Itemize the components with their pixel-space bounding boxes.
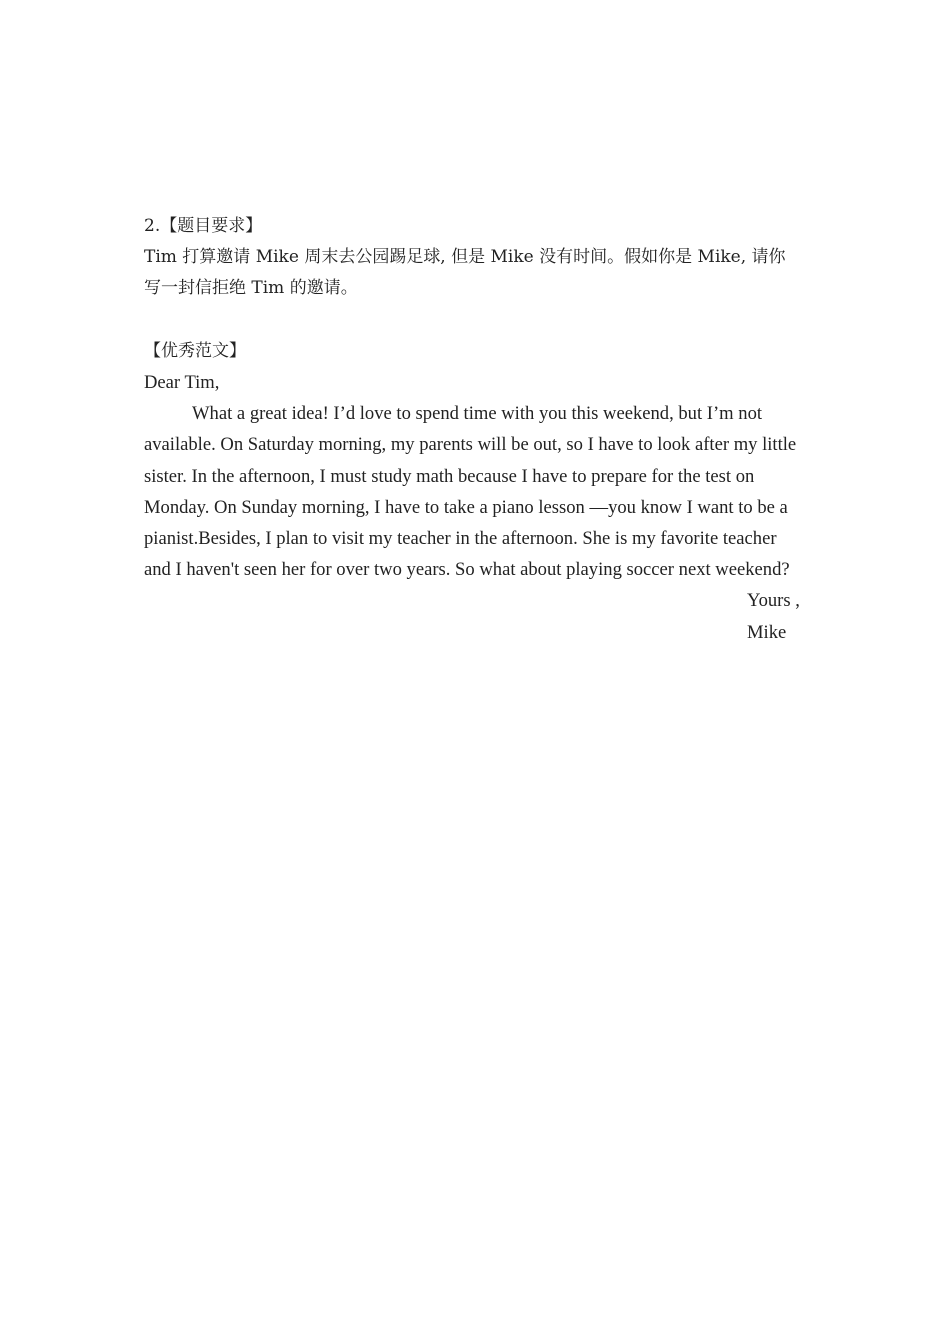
letter-signature: Mike [747,621,787,643]
section-spacer [144,304,808,336]
document-page [144,211,808,648]
task-requirement-line-2: 写一封信拒绝 Tim 的邀请。 [144,278,358,298]
task-requirement-line-1: Tim 打算邀请 Mike 周末去公园踢足球, 但是 Mike 没有时间。假如你是 Mike, 请你 [144,247,786,267]
sample-heading: 【优秀范文】 [144,341,246,361]
letter-body: What a great idea! I’d love to spend time with you this weekend, but I’m not available. On Saturday morning, my parents will be out, so I have to look after my little sister. In the afternoon, I must study math because I have to prepare for the test on Monday. On Sunday morning, I have to take a piano lesson —you know I want to be a pianist.Besides, I plan to visit my teacher in the afternoon. She is my favorite teacher and I haven't seen her for over two years. So what about playing soccer next weekend? [144,403,797,581]
letter-greeting: Dear Tim, [144,372,220,393]
task-heading: 2.【题目要求】 [144,216,263,236]
letter-closing: Yours , [747,590,800,612]
